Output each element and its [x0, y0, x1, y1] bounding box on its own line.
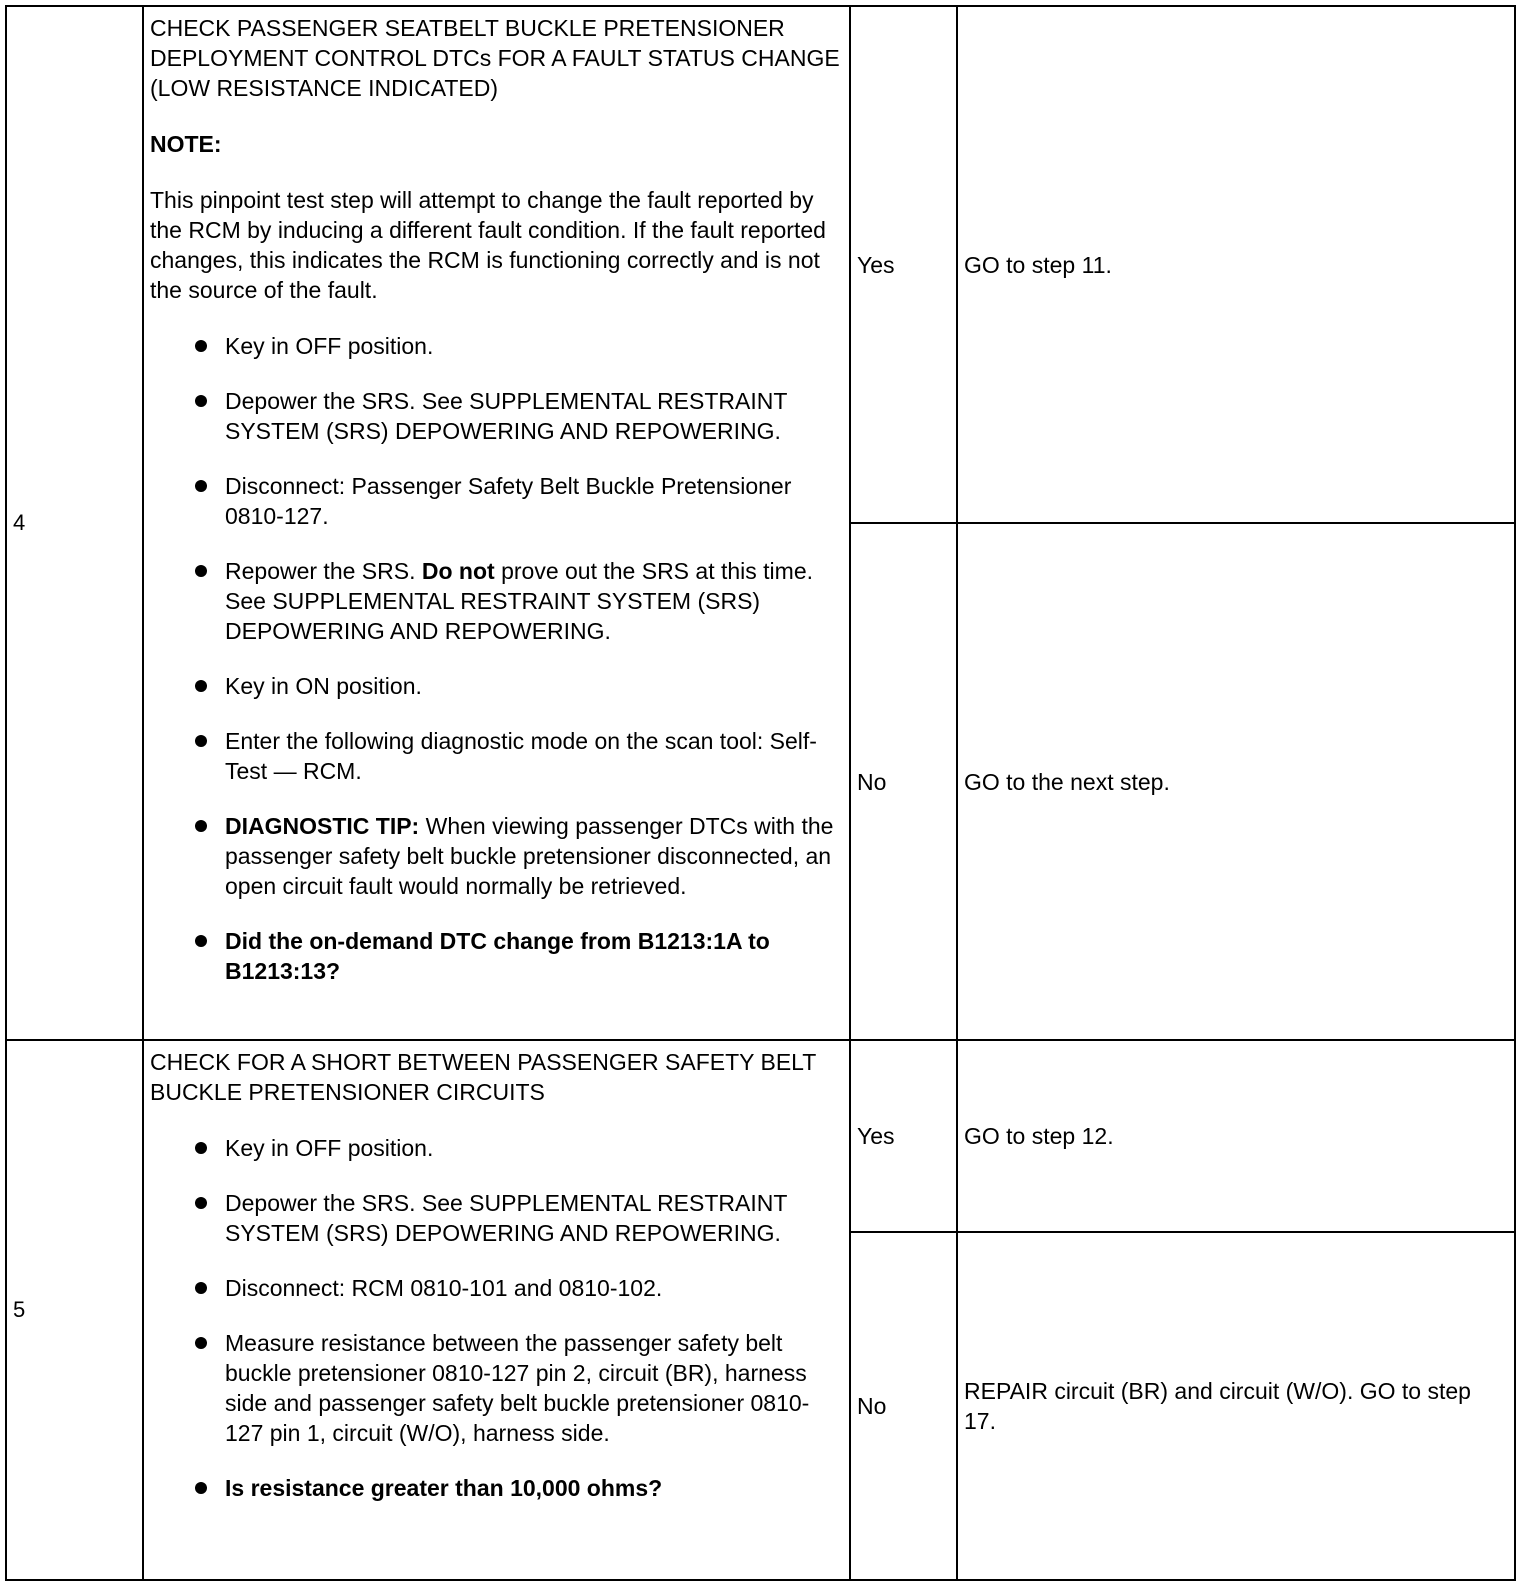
note-text: This pinpoint test step will attempt to change the fault reported by the RCM by inducing a different fault condition. If the fault reported changes, this indicates the RCM is functioning correctly and is not the source of the fault.: [150, 187, 826, 303]
instruction-list: [150, 331, 843, 986]
instruction-item: Measure resistance between the passenger safety belt buckle pretensioner 0810-127 pin 2, circuit (BR), harness side and passenger safety belt buckle pretensioner 0810-127 pin 1, circuit (W/O), harness side.: [150, 1328, 843, 1448]
result-yes: Yes: [850, 1040, 957, 1232]
action-yes: GO to step 12.: [957, 1040, 1515, 1232]
bullet-icon: [195, 1282, 207, 1294]
bullet-icon: [195, 735, 207, 747]
result-yes: Yes: [850, 6, 957, 523]
action-no: GO to the next step.: [957, 523, 1515, 1040]
instruction-item: DIAGNOSTIC TIP: When viewing passenger DTCs with the passenger safety belt buckle pretensioner disconnected, an open circuit fault would normally be retrieved.: [150, 811, 843, 901]
bullet-icon: [195, 1482, 207, 1494]
instruction-item: Depower the SRS. See SUPPLEMENTAL RESTRAINT SYSTEM (SRS) DEPOWERING AND REPOWERING.: [150, 386, 843, 446]
instruction-item: Key in OFF position.: [150, 1133, 843, 1163]
instruction-item: Disconnect: Passenger Safety Belt Buckle Pretensioner 0810-127.: [150, 471, 843, 531]
bullet-icon: [195, 935, 207, 947]
note-label: NOTE:: [150, 131, 222, 157]
bullet-icon: [195, 340, 207, 352]
bullet-icon: [195, 1337, 207, 1349]
instruction-list: [150, 1133, 843, 1503]
bullet-icon: [195, 395, 207, 407]
step-title: CHECK FOR A SHORT BETWEEN PASSENGER SAFETY BELT BUCKLE PRETENSIONER CIRCUITS: [150, 1049, 816, 1105]
result-no: No: [850, 1232, 957, 1580]
step-number: 5: [6, 1040, 143, 1580]
instruction-item: Depower the SRS. See SUPPLEMENTAL RESTRAINT SYSTEM (SRS) DEPOWERING AND REPOWERING.: [150, 1188, 843, 1248]
instruction-item: Key in OFF position.: [150, 331, 843, 361]
step-4-row-yes: [6, 6, 1515, 523]
step-title: CHECK PASSENGER SEATBELT BUCKLE PRETENSIONER DEPLOYMENT CONTROL DTCs FOR A FAULT STATUS CHANGE (LOW RESISTANCE INDICATED): [150, 15, 840, 101]
step-number: 4: [6, 6, 143, 1040]
instruction-item: Did the on-demand DTC change from B1213:1A to B1213:13?: [150, 926, 843, 986]
bullet-icon: [195, 1142, 207, 1154]
bullet-icon: [195, 565, 207, 577]
action-no: REPAIR circuit (BR) and circuit (W/O). GO to step 17.: [957, 1232, 1515, 1580]
action-yes: GO to step 11.: [957, 6, 1515, 523]
instruction-item: Enter the following diagnostic mode on the scan tool: Self-Test — RCM.: [150, 726, 843, 786]
instruction-item: Disconnect: RCM 0810-101 and 0810-102.: [150, 1273, 843, 1303]
instruction-item: Is resistance greater than 10,000 ohms?: [150, 1473, 843, 1503]
pinpoint-test-table: [5, 5, 1516, 1581]
instruction-item: Key in ON position.: [150, 671, 843, 701]
bullet-icon: [195, 480, 207, 492]
instruction-item: Repower the SRS. Do not prove out the SRS at this time. See SUPPLEMENTAL RESTRAINT SYSTEM (SRS) DEPOWERING AND REPOWERING.: [150, 556, 843, 646]
step-4-instructions: [143, 6, 850, 1040]
bullet-icon: [195, 680, 207, 692]
result-no: No: [850, 523, 957, 1040]
bullet-icon: [195, 820, 207, 832]
step-5-row-yes: [6, 1040, 1515, 1232]
step-5-instructions: [143, 1040, 850, 1580]
bullet-icon: [195, 1197, 207, 1209]
